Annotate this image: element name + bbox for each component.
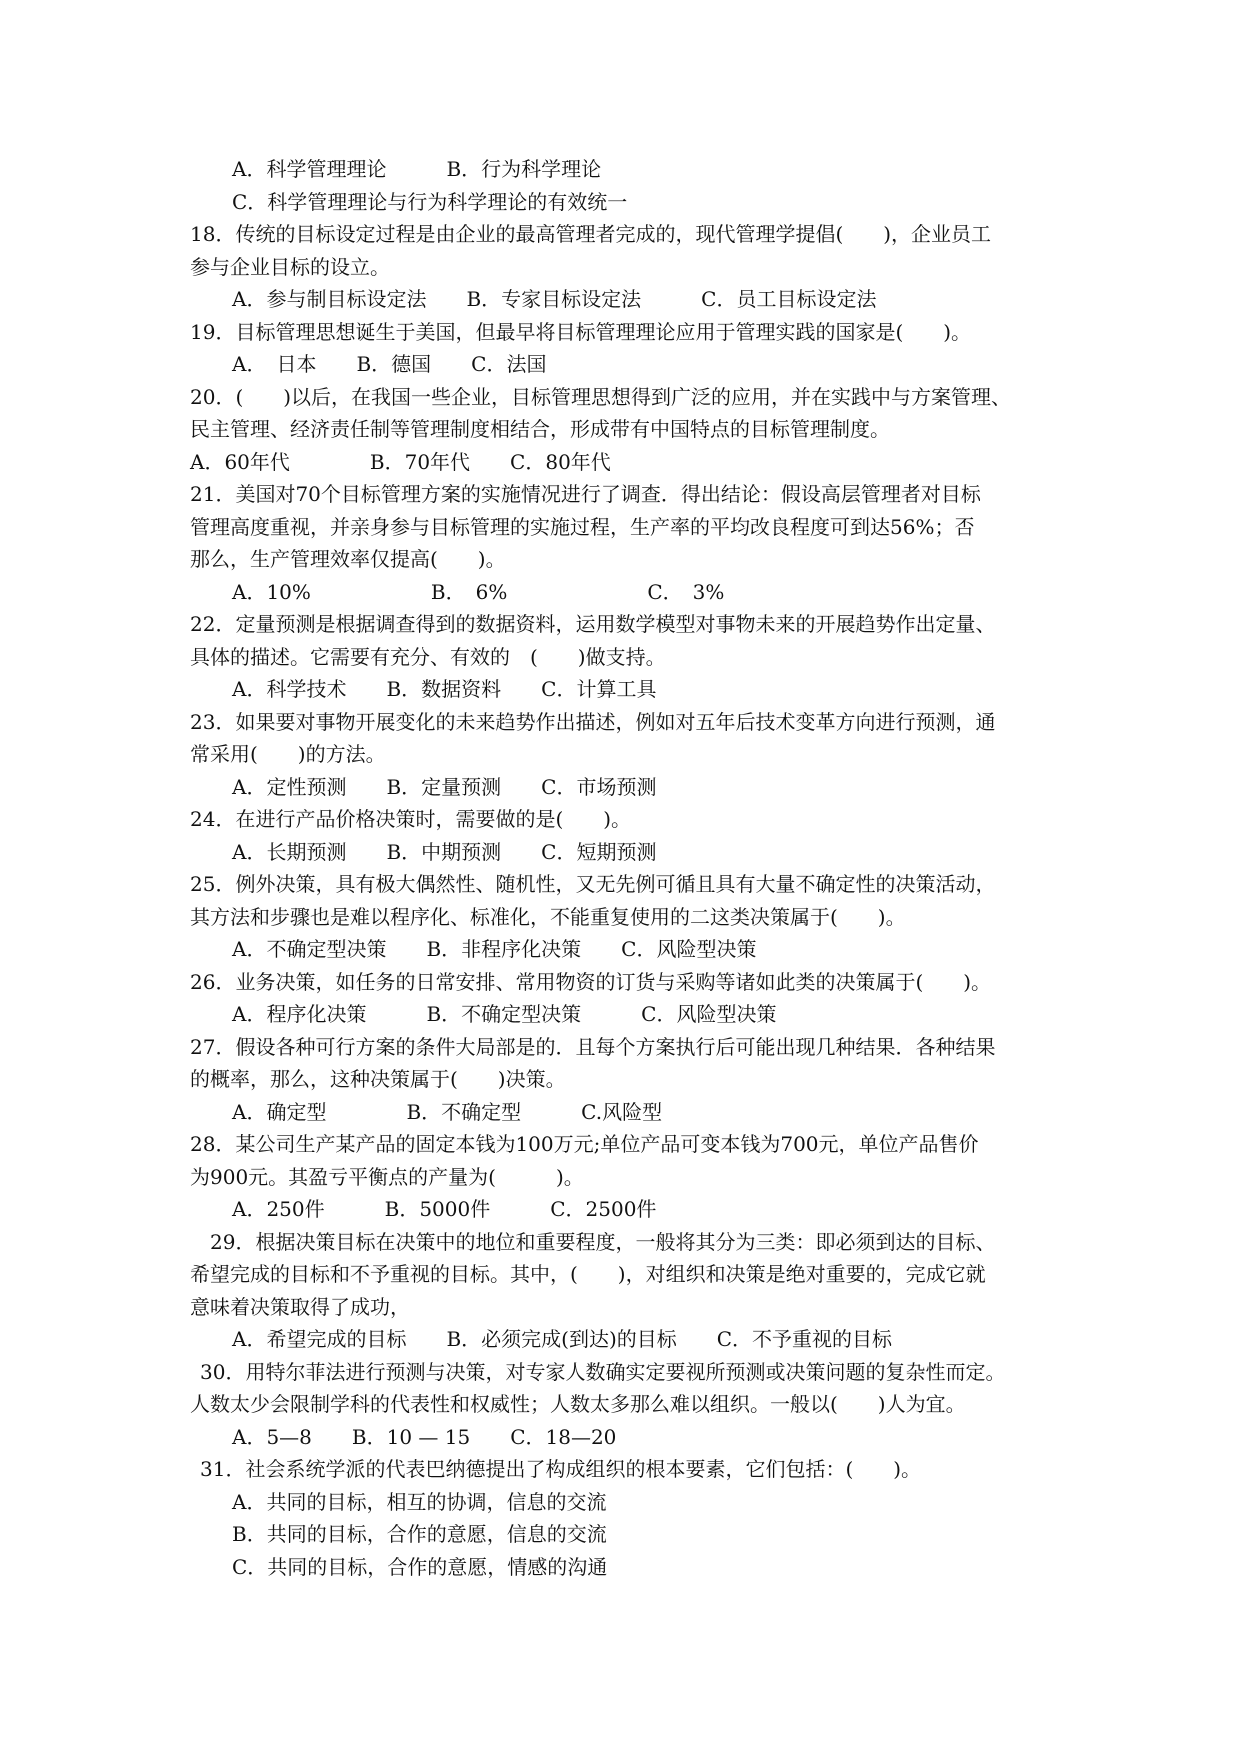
option-line: A．60年代 B．70年代 C．80年代 — [190, 449, 611, 474]
option-line: A．确定型 B．不确定型 C.风险型 — [232, 1099, 663, 1124]
question-29-cont: 希望完成的目标和不予重视的目标。其中，( )，对组织和决策是绝对重要的，完成它就 — [190, 1262, 986, 1286]
question-20-cont: 民主管理、经济责任制等管理制度相结合，形成带有中国特点的目标管理制度。 — [190, 417, 890, 441]
question-31: 31．社会系统学派的代表巴纳德提出了构成组织的根本要素，它们包括：( )。 — [200, 1457, 922, 1481]
option-line: A．5—8 B．10 — 15 C．18—20 — [232, 1424, 617, 1449]
question-18: 18．传统的目标设定过程是由企业的最高管理者完成的，现代管理学提倡( )，企业员工 — [190, 222, 992, 246]
option-line: A．程序化决策 B．不确定型决策 C．风险型决策 — [232, 1002, 777, 1026]
question-29: 29．根据决策目标在决策中的地位和重要程度，一般将其分为三类：即必须到达的目标、 — [210, 1229, 996, 1254]
option-line: A．希望完成的目标 B．必须完成(到达)的目标 C．不予重视的目标 — [232, 1327, 893, 1351]
question-30-cont: 人数太少会限制学科的代表性和权威性；人数太多那么难以组织。一般以( )人为宜。 — [190, 1392, 966, 1416]
option-line: C．共同的目标，合作的意愿，情感的沟通 — [232, 1554, 608, 1579]
question-23: 23．如果要对事物开展变化的未来趋势作出描述，例如对五年后技术变革方向进行预测，通 — [190, 709, 996, 734]
question-24: 24．在进行产品价格决策时，需要做的是( )。 — [190, 807, 632, 831]
option-line: B．共同的目标，合作的意愿，信息的交流 — [232, 1522, 607, 1546]
option-line: A．共同的目标，相互的协调，信息的交流 — [232, 1489, 607, 1514]
document-page — [190, 153, 1070, 1583]
question-20: 20．( )以后，在我国一些企业，目标管理思想得到广泛的应用，并在实践中与方案管理、 — [190, 384, 1012, 409]
question-30: 30．用特尔菲法进行预测与决策，对专家人数确实定要视所预测或决策问题的复杂性而定。 — [200, 1359, 1006, 1384]
question-18-cont: 参与企业目标的设立。 — [190, 254, 390, 279]
option-line: A．科学管理理论 B．行为科学理论 — [232, 157, 602, 181]
question-27-cont: 的概率，那么，这种决策属于( )决策。 — [190, 1067, 566, 1091]
option-line: A．科学技术 B．数据资料 C．计算工具 — [232, 677, 657, 701]
option-line: A．不确定型决策 B．非程序化决策 C．风险型决策 — [232, 937, 757, 961]
question-28: 28．某公司生产某产品的固定本钱为100万元;单位产品可变本钱为700元，单位产品售价 — [190, 1132, 979, 1156]
question-21: 21．美国对70个目标管理方案的实施情况进行了调查．得出结论：假设高层管理者对目标 — [190, 482, 981, 506]
option-line: A．10% B． 6% C． 3% — [232, 579, 725, 604]
question-29-cont: 意味着决策取得了成功， — [190, 1294, 410, 1319]
question-27: 27．假设各种可行方案的条件大局部是的．且每个方案执行后可能出现几种结果．各种结果 — [190, 1034, 996, 1059]
question-21-cont: 那么，生产管理效率仅提高( )。 — [190, 547, 506, 571]
question-25: 25．例外决策，具有极大偶然性、随机性，又无先例可循且具有大量不确定性的决策活动， — [190, 872, 996, 896]
option-line: A．长期预测 B．中期预测 C．短期预测 — [232, 839, 657, 864]
question-21-cont: 管理高度重视，并亲身参与目标管理的实施过程，生产率的平均改良程度可到达56%；否 — [190, 514, 975, 539]
question-25-cont: 其方法和步骤也是难以程序化、标准化，不能重复使用的二这类决策属于( )。 — [190, 904, 906, 929]
question-28-cont: 为900元。其盈亏平衡点的产量为( )。 — [190, 1164, 584, 1189]
option-line: A．参与制目标设定法 B．专家目标设定法 C．员工目标设定法 — [232, 287, 877, 311]
option-line: C．科学管理理论与行为科学理论的有效统一 — [232, 189, 628, 214]
question-22: 22．定量预测是根据调查得到的数据资料，运用数学模型对事物未来的开展趋势作出定量、 — [190, 612, 996, 636]
question-22-cont: 具体的描述。它需要有充分、有效的 ( )做支持。 — [190, 644, 666, 669]
question-23-cont: 常采用( )的方法。 — [190, 742, 386, 766]
question-19: 19．目标管理思想诞生于美国，但最早将目标管理理论应用于管理实践的国家是( )。 — [190, 319, 972, 344]
question-26: 26．业务决策，如任务的日常安排、常用物资的订货与采购等诸如此类的决策属于( )。 — [190, 969, 992, 994]
option-line: A．定性预测 B．定量预测 C．市场预测 — [232, 774, 657, 799]
option-line: A．250件 B．5000件 C．2500件 — [232, 1197, 657, 1221]
option-line: A． 日本 B．德国 C．法国 — [232, 352, 547, 376]
